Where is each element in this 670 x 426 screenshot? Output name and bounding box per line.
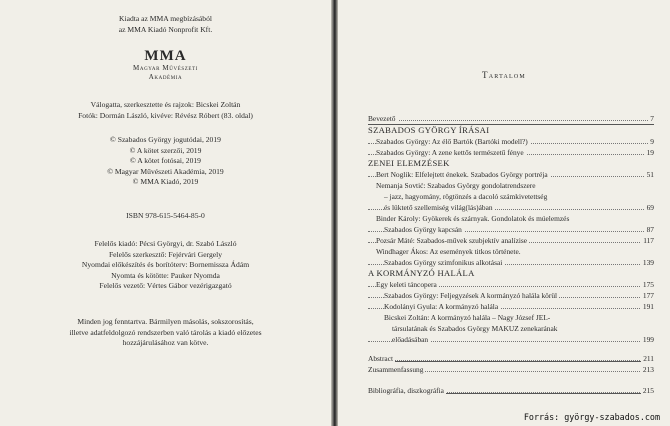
toc-entry-title: ZENEI ELEMZÉSEK bbox=[368, 158, 450, 168]
toc-entry bbox=[368, 313, 654, 322]
toc-entry bbox=[368, 365, 654, 374]
rights-line: illetve adatfeldolgozó rendszerben való tárolás a kiadó előzetes bbox=[69, 327, 262, 337]
toc-entry-title: Zusammenfassung bbox=[368, 365, 424, 374]
toc-entry-page: 175 bbox=[642, 280, 654, 289]
toc-entry-title: Szabados György kapcsán bbox=[384, 225, 462, 234]
toc-entry-page: 51 bbox=[646, 170, 654, 179]
credit-line: Válogatta, szerkesztette és rajzok: Bicskei Zoltán bbox=[90, 100, 241, 109]
toc-entry-page: 87 bbox=[646, 225, 654, 234]
source-credit: Forrás: györgy-szabados.com bbox=[523, 412, 660, 422]
copyright-line: © A kötet fotósai, 2019 bbox=[130, 156, 201, 166]
toc-entry-title: Windhager Ákos: Az események titkos története. bbox=[376, 247, 521, 256]
toc-entry bbox=[368, 148, 654, 157]
toc-entry-title: – jazz, hagyomány, rögtönzés a dacoló számkivetettség bbox=[384, 192, 548, 201]
mma-logo bbox=[0, 48, 331, 82]
toc-entry-title: Egy keleti táncopera bbox=[376, 280, 437, 289]
rights-line: Minden jog fenntartva. Bármilyen másolás, sokszorosítás, bbox=[77, 317, 254, 326]
toc-entry-page: 69 bbox=[646, 203, 654, 212]
responsible-line: Felelős kiadó: Pécsi Györgyi, dr. Szabó László bbox=[94, 239, 237, 248]
responsible-line: Felelős vezető: Vértes Gábor vezérigazgató bbox=[99, 281, 232, 291]
toc-entry bbox=[368, 114, 654, 123]
toc-entry-title: Bicskei Zoltán: A kormányzó halála – Nagy József JEL- bbox=[384, 313, 551, 322]
credits-block bbox=[0, 100, 331, 121]
toc-entry-title: Abstract bbox=[368, 354, 394, 363]
toc-entry-title: Bert Noglik: Elfelejtett énekek. Szabados György portréja bbox=[376, 170, 548, 179]
copyright-line: © Magyar Művészeti Akadémia, 2019 bbox=[107, 166, 224, 176]
isbn: ISBN 978-615-5464-85-0 bbox=[126, 211, 205, 220]
copyright-block bbox=[0, 135, 331, 188]
left-page bbox=[0, 0, 331, 426]
toc-entry bbox=[368, 225, 654, 234]
copyright-line: © A kötet szerzői, 2019 bbox=[129, 145, 202, 155]
toc-entry bbox=[368, 258, 654, 267]
publisher-line: Kiadta az MMA megbízásából bbox=[119, 14, 212, 23]
toc-section-heading bbox=[368, 126, 654, 135]
responsible-block bbox=[0, 239, 331, 292]
toc-entry bbox=[368, 192, 654, 201]
toc-entry-page: 177 bbox=[642, 291, 654, 300]
toc-entry-title: Szabados György szimfonikus alkotásai bbox=[384, 258, 503, 267]
toc-section-heading bbox=[368, 159, 654, 168]
rights-line: hozzájárulásához van kötve. bbox=[122, 338, 209, 348]
toc-entry-title: Bevezető bbox=[368, 114, 396, 123]
toc-title: Tartalom bbox=[482, 70, 526, 80]
toc-entry-page: 199 bbox=[642, 335, 654, 344]
toc-entry bbox=[368, 247, 654, 256]
toc-entry-title: Szabados György: A zene kettős természetű fénye bbox=[376, 148, 524, 157]
logo-line-1: Magyar Művészeti bbox=[133, 64, 198, 72]
toc-entry-title: A KORMÁNYZÓ HALÁLA bbox=[368, 268, 475, 278]
toc-section-heading bbox=[368, 269, 654, 278]
publisher-line: az MMA Kiadó Nonprofit Kft. bbox=[118, 24, 213, 34]
responsible-line: Nyomdai előkészítés és borítóterv: Bornemissza Ádám bbox=[81, 260, 250, 270]
toc-entry-page: 7 bbox=[650, 114, 654, 123]
toc-entry-page: 191 bbox=[642, 302, 654, 311]
toc-entry bbox=[368, 214, 654, 223]
toc-entry-page: 117 bbox=[643, 236, 654, 245]
toc-entry bbox=[368, 203, 654, 212]
toc-entry bbox=[368, 324, 654, 333]
toc-entry-page: 215 bbox=[642, 386, 654, 395]
toc-entry-page: 213 bbox=[642, 365, 654, 374]
toc-entry-title: Szabados György: Feljegyzések A kormányzó halála körül bbox=[384, 291, 558, 300]
toc-entry-title: Kodolányi Gyula: A kormányzó halála bbox=[384, 302, 499, 311]
copyright-line: © Szabados György jogutódai, 2019 bbox=[110, 135, 221, 144]
copyright-line: © MMA Kiadó, 2019 bbox=[132, 177, 199, 187]
book-gutter bbox=[331, 0, 338, 426]
toc-entry-title: Pozsár Máté: Szabados-művek szubjektív analízise bbox=[376, 236, 528, 245]
toc-entry-title: és lüktető szellemiség világ(lás)ában bbox=[384, 203, 493, 212]
toc-entry-title: Szabados György: Az élő Bartók (Bartóki modell?) bbox=[376, 137, 528, 146]
toc-entry bbox=[368, 137, 654, 146]
toc-entry-title: előadásában bbox=[392, 335, 429, 344]
rights-block bbox=[0, 317, 331, 349]
toc-entry-page: 211 bbox=[643, 354, 654, 363]
logo-line-2: Akadémia bbox=[148, 73, 183, 81]
responsible-line: Nyomta és kötötte: Pauker Nyomda bbox=[111, 270, 220, 280]
toc-entry bbox=[368, 280, 654, 289]
toc-entry bbox=[368, 236, 654, 245]
toc-entry-page: 19 bbox=[646, 148, 654, 157]
logo-mark: MMA bbox=[144, 48, 187, 64]
toc-entry-page: 9 bbox=[650, 137, 654, 146]
toc-entry-title: SZABADOS GYÖRGY ÍRÁSAI bbox=[368, 125, 490, 135]
toc-entry bbox=[368, 291, 654, 300]
toc-entry bbox=[368, 302, 654, 311]
credit-line: Fotók: Dormán László, kivéve: Révész Róbert (83. oldal) bbox=[78, 110, 253, 120]
publisher-block bbox=[0, 14, 331, 35]
responsible-line: Felelős szerkesztő: Fejérvári Gergely bbox=[108, 249, 223, 259]
toc-entry bbox=[368, 170, 654, 179]
toc-entry-title: Bibliográfia, diszkográfia bbox=[368, 386, 444, 395]
toc-entry-title: társulatának és Szabados György MAKUZ zenekarának bbox=[392, 324, 558, 333]
toc-divider bbox=[368, 361, 654, 362]
toc-entry bbox=[368, 181, 654, 190]
toc-entry-title: Binder Károly: Gyökerek és szárnyak. Gondolatok és múelemzés bbox=[376, 214, 570, 223]
toc-entry-page: 139 bbox=[642, 258, 654, 267]
toc-entry-title: Nemanja Sovtić: Szabados György gondolatrendszere bbox=[376, 181, 536, 190]
toc-entry bbox=[368, 335, 654, 344]
